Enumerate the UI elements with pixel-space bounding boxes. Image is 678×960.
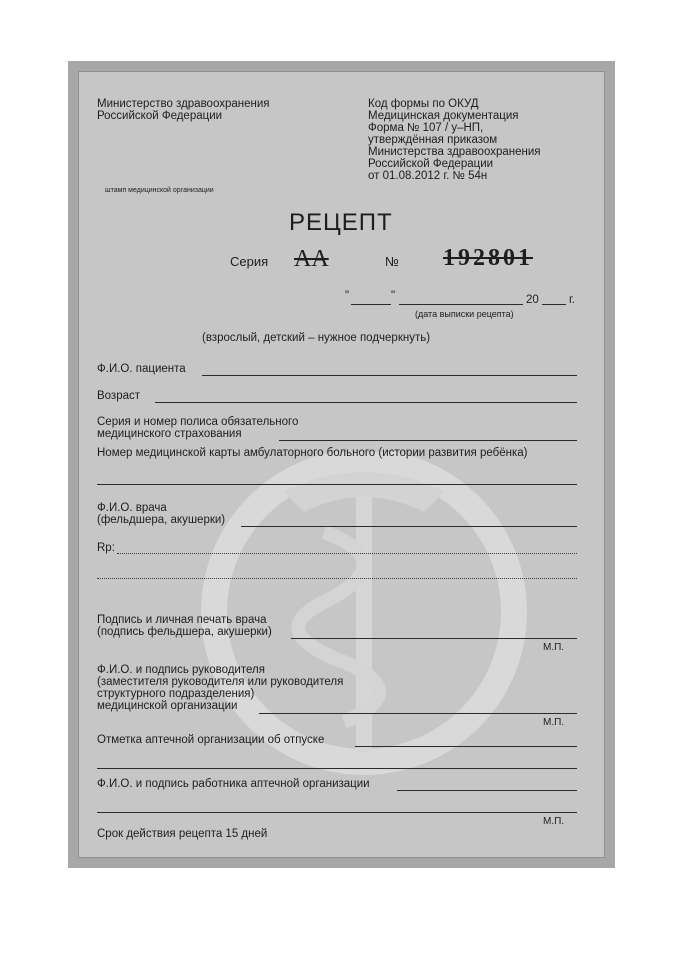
age-line[interactable]: [155, 402, 577, 403]
okud-line-3: Форма № 107 / у–НП,: [368, 122, 484, 134]
ministry-line-2: Российской Федерации: [97, 110, 223, 122]
date-day-line[interactable]: [351, 304, 391, 305]
pharmacy-mark-label: Отметка аптечной организации об отпуске: [97, 734, 325, 746]
pharmacy-worker-line[interactable]: [397, 790, 577, 791]
head-signature-label-3: структурного подразделения): [97, 688, 255, 700]
mp-stamp-1: М.П.: [543, 642, 565, 653]
date-year-prefix: 20: [526, 294, 539, 306]
validity-note: Срок действия рецепта 15 дней: [97, 828, 268, 840]
series-label: Серия: [230, 254, 269, 269]
okud-line-2: Медицинская документация: [368, 110, 519, 122]
date-quote-open: ": [345, 290, 350, 302]
age-label: Возраст: [97, 390, 141, 402]
rp-line-2[interactable]: [97, 578, 577, 579]
okud-line-1: Код формы по ОКУД: [368, 98, 479, 110]
patient-name-label: Ф.И.О. пациента: [97, 363, 186, 375]
age-type-note: (взрослый, детский – нужное подчеркнуть): [202, 332, 431, 344]
page-title: РЕЦЕПТ: [289, 209, 393, 236]
patient-name-line[interactable]: [202, 375, 577, 376]
doctor-signature-line[interactable]: [291, 638, 577, 639]
med-card-label: Номер медицинской карты амбулаторного больного (истории развития ребёнка): [97, 447, 528, 459]
pharmacy-mark-line-2[interactable]: [97, 768, 577, 769]
pharmacy-mark-line[interactable]: [355, 746, 577, 747]
okud-line-7: от 01.08.2012 г. № 54н: [368, 170, 488, 182]
okud-line-5: Министерства здравоохранения: [368, 146, 541, 158]
policy-label-2: медицинского страхования: [97, 428, 242, 440]
date-year-line[interactable]: [542, 304, 566, 305]
head-signature-line[interactable]: [259, 713, 577, 714]
doctor-signature-label-1: Подпись и личная печать врача: [97, 614, 267, 626]
doctor-signature-label-2: (подпись фельдшера, акушерки): [97, 626, 272, 638]
doctor-name-line[interactable]: [241, 526, 577, 527]
doctor-name-label-1: Ф.И.О. врача: [97, 502, 167, 514]
date-month-line[interactable]: [399, 304, 523, 305]
date-quote-close: ": [391, 290, 396, 302]
date-caption: (дата выписки рецепта): [415, 309, 514, 319]
okud-line-4: утверждённая приказом: [368, 134, 498, 146]
head-signature-label-4: медицинской организации: [97, 700, 238, 712]
ministry-line-1: Министерство здравоохранения: [97, 98, 270, 110]
prescription-form: [68, 61, 615, 868]
mp-stamp-2: М.П.: [543, 717, 565, 728]
head-signature-label-1: Ф.И.О. и подпись руководителя: [97, 664, 265, 676]
policy-label-1: Серия и номер полиса обязательного: [97, 416, 299, 428]
pharmacy-worker-line-2[interactable]: [97, 812, 577, 813]
head-signature-label-2: (заместителя руководителя или руководителя: [97, 676, 344, 688]
form-inner-panel: [78, 71, 605, 858]
policy-line[interactable]: [279, 440, 577, 441]
med-card-line[interactable]: [97, 484, 577, 485]
mp-stamp-3: М.П.: [543, 816, 565, 827]
rp-label: Rp:: [97, 542, 115, 554]
date-year-suffix: г.: [569, 294, 575, 306]
rp-line-1[interactable]: [117, 553, 577, 554]
stamp-note: штамп медицинской организации: [105, 187, 214, 194]
doctor-name-label-2: (фельдшера, акушерки): [97, 514, 226, 526]
okud-line-6: Российской Федерации: [368, 158, 494, 170]
series-value: АА: [294, 246, 329, 272]
pharmacy-worker-label: Ф.И.О. и подпись работника аптечной организации: [97, 778, 370, 790]
number-value: 192801: [443, 245, 533, 271]
number-label: №: [385, 254, 399, 269]
